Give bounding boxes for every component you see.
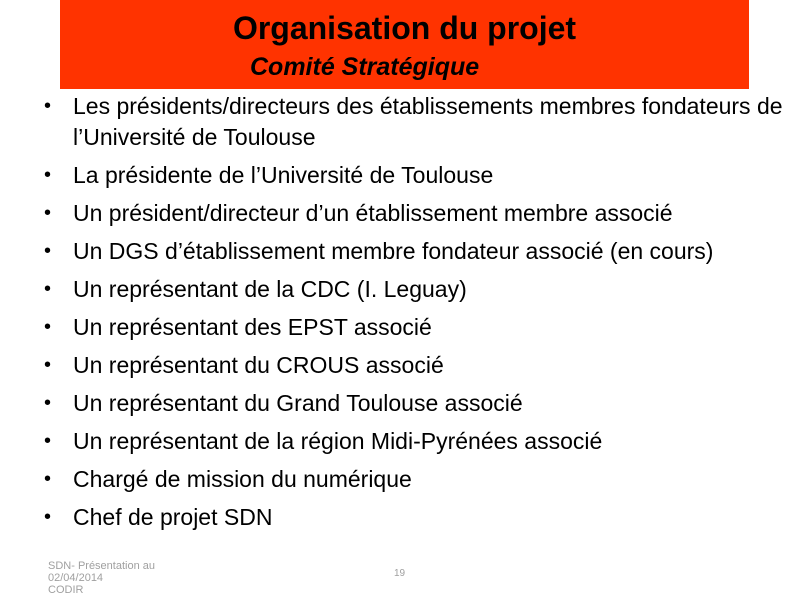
bullet-icon: •: [44, 354, 52, 376]
bullet-icon: •: [44, 316, 52, 338]
list-item-text: Un représentant des EPST associé: [73, 314, 432, 340]
list-item: [44, 388, 784, 419]
list-item-text: Un représentant de la région Midi-Pyrénées associé: [73, 428, 603, 454]
list-item-text: Un représentant de la CDC (I. Leguay): [73, 276, 467, 302]
list-item: [44, 502, 784, 533]
list-item-text: La présidente de l’Université de Toulouse: [73, 162, 494, 188]
bullet-icon: •: [44, 164, 52, 186]
list-item: [44, 312, 784, 343]
footer-info: [48, 560, 155, 596]
list-item-text: Les présidents/directeurs des établissements membres fondateurs de l’Université de Toulouse: [73, 93, 783, 150]
footer-date: 02/04/2014: [48, 572, 104, 584]
slide-title: Organisation du projet: [232, 10, 577, 46]
list-item-text: Un DGS d’établissement membre fondateur associé (en cours): [73, 238, 714, 264]
bullet-icon: •: [44, 506, 52, 528]
bullet-icon: •: [44, 278, 52, 300]
bullet-icon: •: [44, 392, 52, 414]
list-item-text: Un représentant du CROUS associé: [73, 352, 444, 378]
footer-audience: CODIR: [48, 584, 84, 596]
bullet-icon: •: [44, 468, 52, 490]
list-item-text: Chargé de mission du numérique: [73, 466, 412, 492]
slide-subtitle: Comité Stratégique: [250, 53, 480, 81]
bullet-icon: •: [44, 95, 52, 117]
list-item-text: Un président/directeur d’un établissement membre associé: [73, 200, 673, 226]
list-item: [44, 91, 784, 153]
list-item-text: Un représentant du Grand Toulouse associé: [73, 390, 523, 416]
list-item: [44, 464, 784, 495]
bullet-icon: •: [44, 430, 52, 452]
list-item: [44, 274, 784, 305]
list-item: [44, 160, 784, 191]
page-number: 19: [394, 568, 406, 579]
list-item: [44, 426, 784, 457]
list-item: [44, 198, 784, 229]
list-item-text: Chef de projet SDN: [73, 504, 273, 530]
bullet-icon: •: [44, 240, 52, 262]
list-item: [44, 236, 784, 267]
footer-presentation: SDN- Présentation au: [48, 560, 155, 572]
bullet-icon: •: [44, 202, 52, 224]
list-item: [44, 350, 784, 381]
bullet-list: [44, 91, 784, 540]
title-banner: [60, 0, 749, 89]
